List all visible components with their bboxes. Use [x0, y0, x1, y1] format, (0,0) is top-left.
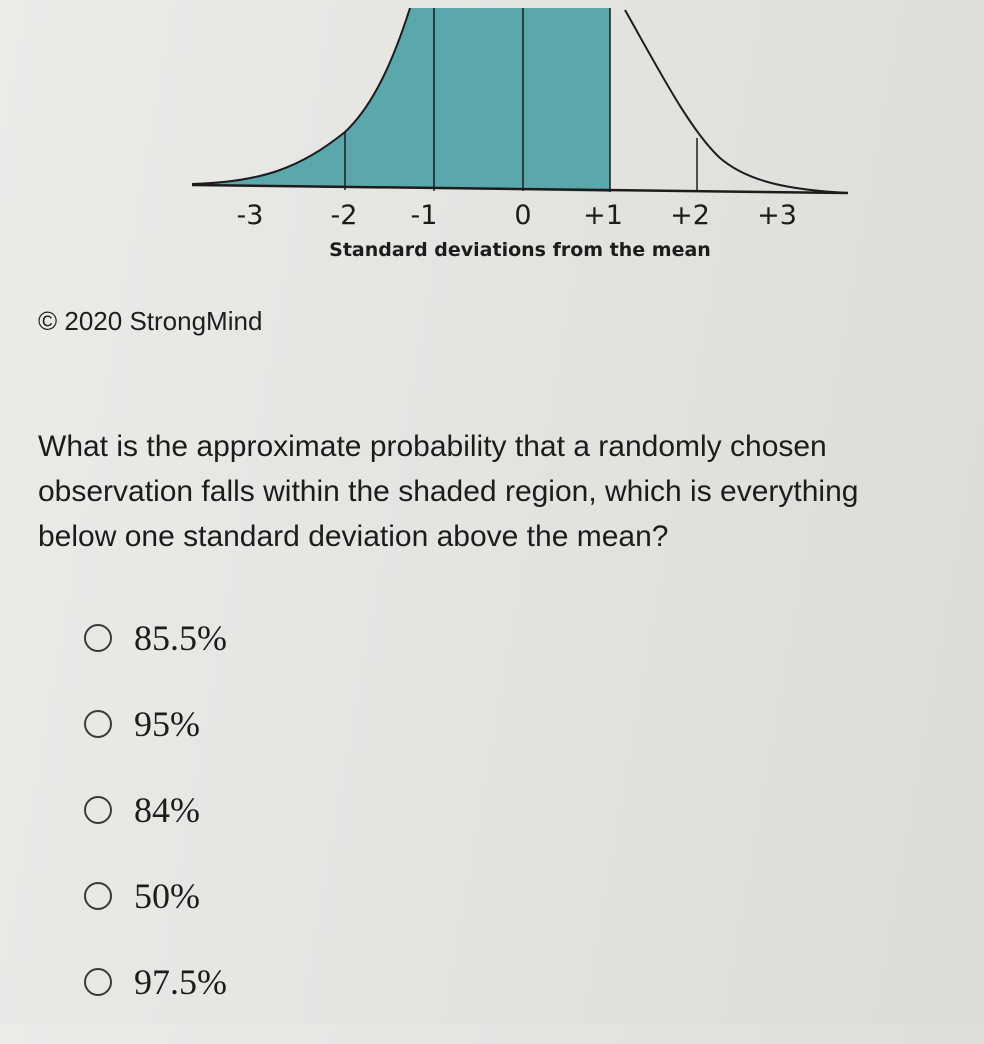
radio-button[interactable]	[84, 882, 112, 910]
x-axis-title: Standard deviations from the mean	[329, 239, 711, 261]
answer-label: 50%	[134, 876, 200, 916]
tick-label: -3	[236, 200, 264, 231]
answer-label: 84%	[134, 790, 200, 830]
answer-option[interactable]	[84, 958, 227, 1006]
radio-button[interactable]	[84, 796, 112, 824]
normal-distribution-figure	[0, 0, 984, 280]
tick-label: -2	[330, 200, 358, 231]
tick-label: +1	[583, 200, 623, 231]
answer-option[interactable]	[84, 614, 227, 662]
question-text: What is the approximate probability that a randomly chosen observation falls within the shaded region, which is everything below one standard deviation above the mean?	[38, 430, 859, 553]
answer-options	[84, 614, 227, 1044]
tick-label: +3	[757, 200, 797, 231]
answer-option[interactable]	[84, 872, 227, 920]
answer-label: 97.5%	[134, 962, 227, 1002]
copyright-text: © 2020 StrongMind	[38, 306, 263, 336]
answer-option[interactable]	[84, 786, 227, 834]
bell-curve-right-tail	[625, 10, 848, 193]
tick-label: -1	[410, 200, 438, 231]
tick-label: 0	[514, 200, 532, 231]
radio-button[interactable]	[84, 968, 112, 996]
tick-label: +2	[670, 200, 710, 231]
answer-option[interactable]	[84, 700, 227, 748]
radio-button[interactable]	[84, 624, 112, 652]
answer-label: 95%	[134, 704, 200, 744]
answer-label: 85.5%	[134, 618, 227, 658]
radio-button[interactable]	[84, 710, 112, 738]
